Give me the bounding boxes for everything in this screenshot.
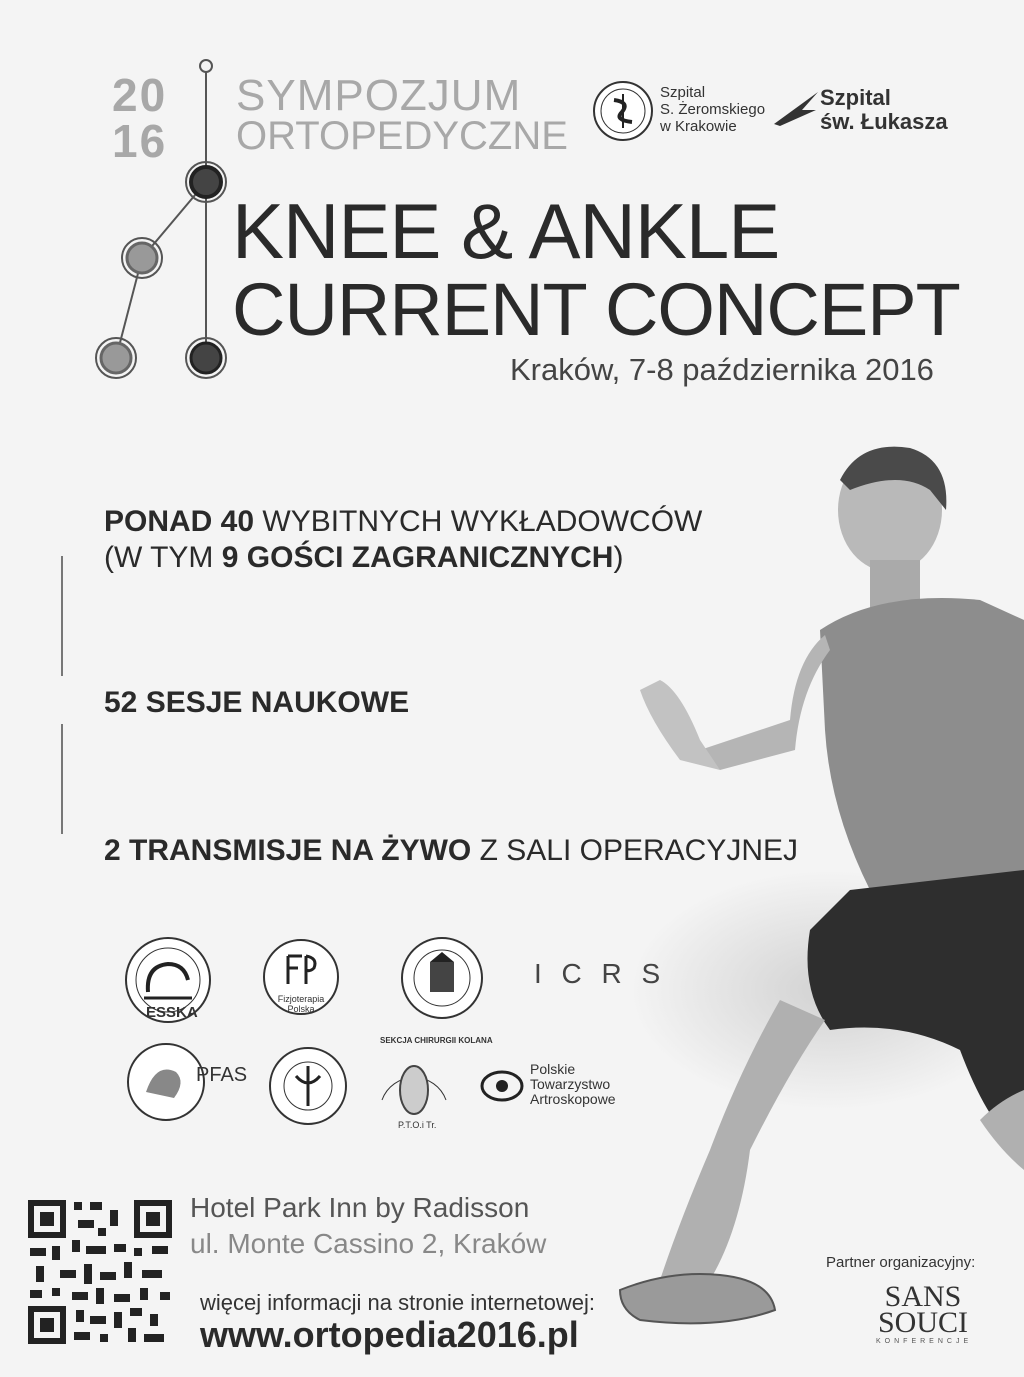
- lecturers-count: PONAD 40: [104, 505, 255, 538]
- left-divider: [61, 556, 63, 676]
- knee-section-logo: [372, 1040, 456, 1120]
- hospital1-line: Szpital: [660, 84, 706, 101]
- hotel-address: ul. Monte Cassino 2, Kraków: [190, 1228, 547, 1259]
- knee-section-label: SEKCJA CHIRURGII KOLANA: [380, 1036, 493, 1045]
- symposium-line1: SYMPOZJUM: [236, 71, 522, 120]
- partner-name-2: SOUCI: [878, 1306, 969, 1339]
- arthroscopy-society-logo: [400, 936, 484, 1020]
- left-divider: [61, 724, 63, 834]
- partner-logo: [878, 1280, 969, 1339]
- ptoitr-label: P.T.O.i Tr.: [398, 1120, 437, 1130]
- website-link[interactable]: www.ortopedia2016.pl: [200, 1314, 579, 1355]
- live-bold: 2 TRANSMISJE NA ŻYWO: [104, 834, 472, 867]
- lukasz-hospital-logo: [772, 88, 820, 128]
- fizjo-line: Polska: [287, 1004, 315, 1014]
- live-rest: Z SALI OPERACYJNEJ: [471, 834, 799, 867]
- guests-count: 9 GOŚCI ZAGRANICZNYCH: [221, 541, 614, 574]
- ptoitr-logo: [268, 1046, 348, 1126]
- lecturers-text: WYBITNYCH WYKŁADOWCÓW: [254, 505, 703, 538]
- guests-pre: (W TYM: [104, 541, 222, 574]
- partner-sub: KONFERENCJE: [876, 1338, 973, 1345]
- highlight-live: [104, 834, 798, 868]
- icrs-logo: I C R S: [534, 958, 667, 989]
- pfas-label: PFAS: [196, 1064, 248, 1086]
- pta-logo: [478, 1066, 526, 1106]
- symposium-line2: ORTOPEDYCZNE: [236, 114, 568, 158]
- guests-post: ): [613, 541, 624, 574]
- title-line1: KNEE & ANKLE: [232, 187, 780, 275]
- event-date: Kraków, 7-8 października 2016: [510, 352, 934, 387]
- partner-name-1: SANS: [884, 1280, 962, 1313]
- fizjoterapia-label: [272, 994, 330, 1014]
- fizjo-line: Fizjoterapia: [277, 994, 325, 1004]
- title-line2: CURRENT CONCEPT: [232, 268, 960, 351]
- hospital1-line: S. Żeromskiego: [660, 101, 766, 118]
- hotel-name: Hotel Park Inn by Radisson: [190, 1192, 530, 1223]
- year-badge: [112, 69, 168, 167]
- more-info-label: więcej informacji na stronie internetowej:: [200, 1290, 595, 1315]
- hospital1-line: w Krakowie: [660, 118, 737, 135]
- zeromski-hospital-logo: [592, 80, 654, 142]
- qr-code[interactable]: [24, 1196, 176, 1348]
- pfas-logo: [126, 1042, 206, 1122]
- year-bottom: 16: [112, 115, 168, 167]
- highlight-sessions: 52 SESJE NAUKOWE: [104, 686, 410, 719]
- zeromski-hospital-name: [660, 84, 765, 135]
- hospital2-line: Szpital: [820, 85, 891, 110]
- partner-label: Partner organizacyjny:: [826, 1254, 976, 1271]
- pta-line: Polskie: [530, 1061, 576, 1077]
- pta-line: Artroskopowe: [530, 1091, 616, 1107]
- esska-label: ESSKA: [146, 1004, 198, 1021]
- year-top: 20: [112, 69, 168, 121]
- pta-label: [530, 1062, 616, 1107]
- lukasz-hospital-name: [820, 86, 948, 134]
- highlight-lecturers: [104, 504, 702, 576]
- pta-line: Towarzystwo: [530, 1076, 611, 1092]
- hospital2-line: św. Łukasza: [820, 109, 948, 134]
